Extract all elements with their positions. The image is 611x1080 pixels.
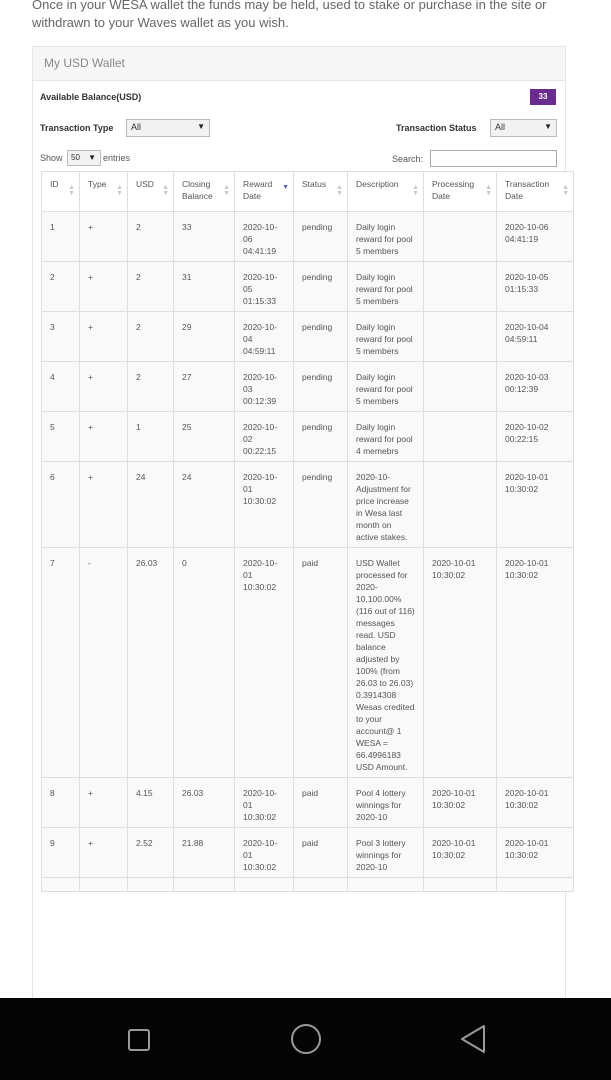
table-cell: + (80, 462, 128, 548)
table-cell: 2020-10-01 10:30:02 (497, 548, 574, 778)
table-cell: USD Wallet processed for 2020-10,100.00% (116 out of 116) messages read. USD balance adjusted by 100% (from 26.03 to 26.03) 0.3914308 Wesas credited to your account@ 1 WESA = 66.4996183 USD Amount. (348, 548, 424, 778)
table-cell: pending (294, 312, 348, 362)
table-cell: 25 (174, 412, 235, 462)
table-cell (424, 212, 497, 262)
chevron-down-icon: ▼ (88, 153, 96, 162)
table-cell: pending (294, 212, 348, 262)
sort-descending-icon: ▼ (282, 184, 289, 191)
table-cell: + (80, 262, 128, 312)
transactions-table (41, 171, 574, 892)
column-header-label: Type (88, 179, 107, 189)
table-cell: 2020-10-05 01:15:33 (235, 262, 294, 312)
column-header[interactable] (174, 172, 235, 212)
table-cell: Daily login reward for pool 5 members (348, 362, 424, 412)
table-cell: paid (294, 548, 348, 778)
table-cell: paid (294, 778, 348, 828)
table-row (42, 828, 574, 878)
table-cell: 2020-10-01 10:30:02 (497, 828, 574, 878)
column-header[interactable] (235, 172, 294, 212)
table-row (42, 362, 574, 412)
column-header-label: Transaction Date (505, 179, 550, 201)
table-cell: Daily login reward for pool 4 memebrs (348, 412, 424, 462)
table-cell: 2020-10-06 04:41:19 (235, 212, 294, 262)
table-cell: 5 (42, 412, 80, 462)
table-cell: pending (294, 262, 348, 312)
table-cell: 24 (174, 462, 235, 548)
column-header-label: Processing Date (432, 179, 475, 201)
table-cell: 26.03 (174, 778, 235, 828)
table-cell: 2020-10-06 04:41:19 (497, 212, 574, 262)
chevron-down-icon: ▼ (544, 122, 552, 131)
table-header-row (42, 172, 574, 212)
table-row (42, 312, 574, 362)
table-cell: 2020-10-01 10:30:02 (424, 548, 497, 778)
table-cell: 7 (42, 548, 80, 778)
table-cell: 4.15 (128, 778, 174, 828)
usd-wallet-panel (32, 46, 569, 1006)
table-cell: 2020-10-01 10:30:02 (497, 778, 574, 828)
column-header[interactable] (42, 172, 80, 212)
column-header[interactable] (424, 172, 497, 212)
table-cell: 2020-10-01 10:30:02 (424, 828, 497, 878)
table-cell: 2020-10-02 00:22:15 (235, 412, 294, 462)
sort-icon: ▲ ▼ (68, 184, 75, 197)
table-cell (348, 878, 424, 892)
table-cell (424, 362, 497, 412)
table-cell (424, 878, 497, 892)
table-cell (424, 262, 497, 312)
table-row (42, 778, 574, 828)
table-cell: 2020-10-02 00:22:15 (497, 412, 574, 462)
column-header-label: Status (302, 179, 327, 189)
table-cell: + (80, 412, 128, 462)
table-cell: Pool 3 lottery winnings for 2020-10 (348, 828, 424, 878)
table-row (42, 412, 574, 462)
column-header-label: USD (136, 179, 154, 189)
table-cell: + (80, 828, 128, 878)
sort-icon: ▲ ▼ (162, 184, 169, 197)
transaction-status-label: Transaction Status (396, 123, 477, 133)
table-cell: + (80, 362, 128, 412)
table-cell: 2020-10-Adjustment for price increase in Wesa last month on active stakes. (348, 462, 424, 548)
table-cell: + (80, 312, 128, 362)
sort-icon: ▲ ▼ (485, 184, 492, 197)
intro-text: Once in your WESA wallet the funds may be held, used to stake or purchase in the site or withdrawn to your Waves wallet as you wish. (32, 0, 547, 30)
transaction-status-select[interactable] (490, 119, 557, 137)
column-header[interactable] (294, 172, 348, 212)
transaction-type-label: Transaction Type (40, 123, 114, 133)
table-cell (497, 878, 574, 892)
column-header-label: Closing Balance (182, 179, 213, 201)
table-cell: 2 (128, 312, 174, 362)
balance-badge: 33 (530, 89, 556, 105)
table-cell: 1 (128, 412, 174, 462)
table-cell (294, 878, 348, 892)
transaction-type-value: All (131, 122, 142, 132)
column-header-label: Reward Date (243, 179, 273, 201)
table-cell: 2020-10-01 10:30:02 (497, 462, 574, 548)
table-cell (128, 878, 174, 892)
column-header-label: ID (50, 179, 59, 189)
table-cell: 3 (42, 312, 80, 362)
table-cell: 27 (174, 362, 235, 412)
back-icon[interactable] (459, 1024, 487, 1054)
show-label: Show (40, 153, 63, 163)
table-row (42, 212, 574, 262)
table-cell: 0 (174, 548, 235, 778)
table-cell: 4 (42, 362, 80, 412)
search-input[interactable] (430, 150, 557, 167)
home-icon[interactable] (291, 1024, 321, 1054)
balance-label: Available Balance(USD) (40, 92, 142, 102)
table-row (42, 548, 574, 778)
table-cell: paid (294, 828, 348, 878)
table-cell: Daily login reward for pool 5 members (348, 212, 424, 262)
column-header[interactable] (80, 172, 128, 212)
chevron-down-icon: ▼ (197, 122, 205, 131)
recent-apps-icon[interactable] (128, 1029, 150, 1051)
table-cell: Daily login reward for pool 5 members (348, 312, 424, 362)
entries-per-page-select[interactable] (67, 150, 101, 166)
table-cell (424, 462, 497, 548)
table-cell (235, 878, 294, 892)
table-cell: + (80, 778, 128, 828)
table-cell: + (80, 212, 128, 262)
panel-title: My USD Wallet (33, 47, 565, 81)
table-cell: pending (294, 462, 348, 548)
column-header[interactable] (497, 172, 574, 212)
table-cell (424, 312, 497, 362)
table-cell: 1 (42, 212, 80, 262)
table-cell: 2 (128, 262, 174, 312)
table-cell: pending (294, 362, 348, 412)
column-header-label: Description (356, 179, 399, 189)
table-cell: 8 (42, 778, 80, 828)
table-cell: 2020-10-03 00:12:39 (235, 362, 294, 412)
column-header[interactable] (348, 172, 424, 212)
table-cell: 2020-10-04 04:59:11 (497, 312, 574, 362)
table-cell: 26.03 (128, 548, 174, 778)
table-cell (42, 878, 80, 892)
table-cell: 2020-10-05 01:15:33 (497, 262, 574, 312)
table-cell: pending (294, 412, 348, 462)
sort-icon: ▲ ▼ (336, 184, 343, 197)
table-cell: Pool 4 lottery winnings for 2020-10 (348, 778, 424, 828)
table-cell: 31 (174, 262, 235, 312)
table-cell (424, 412, 497, 462)
table-row (42, 462, 574, 548)
sort-icon: ▲ ▼ (412, 184, 419, 197)
table-cell: 2020-10-01 10:30:02 (235, 778, 294, 828)
table-cell: 2020-10-01 10:30:02 (235, 548, 294, 778)
transaction-status-value: All (495, 122, 506, 132)
table-row (42, 262, 574, 312)
table-cell: 2 (42, 262, 80, 312)
table-cell: Daily login reward for pool 5 members (348, 262, 424, 312)
table-cell: 21.88 (174, 828, 235, 878)
table-cell: 2.52 (128, 828, 174, 878)
sort-icon: ▲ ▼ (562, 184, 569, 197)
table-cell: 2020-10-04 04:59:11 (235, 312, 294, 362)
table-cell: 9 (42, 828, 80, 878)
table-cell: 24 (128, 462, 174, 548)
sort-icon: ▲ ▼ (223, 184, 230, 197)
table-cell: 2020-10-03 00:12:39 (497, 362, 574, 412)
entries-per-page-value: 50 (71, 153, 80, 162)
entries-label: entries (103, 153, 131, 163)
sort-icon: ▲ ▼ (116, 184, 123, 197)
table-cell: 6 (42, 462, 80, 548)
table-cell: 2020-10-01 10:30:02 (424, 778, 497, 828)
table-row (42, 878, 574, 892)
column-header[interactable] (128, 172, 174, 212)
table-cell: 29 (174, 312, 235, 362)
transaction-type-select[interactable] (126, 119, 210, 137)
table-cell (174, 878, 235, 892)
table-cell: 2 (128, 212, 174, 262)
search-label: Search: (392, 154, 424, 164)
table-cell: - (80, 548, 128, 778)
table-cell: 2 (128, 362, 174, 412)
table-cell: 2020-10-01 10:30:02 (235, 462, 294, 548)
table-cell: 2020-10-01 10:30:02 (235, 828, 294, 878)
table-cell: 33 (174, 212, 235, 262)
table-cell (80, 878, 128, 892)
